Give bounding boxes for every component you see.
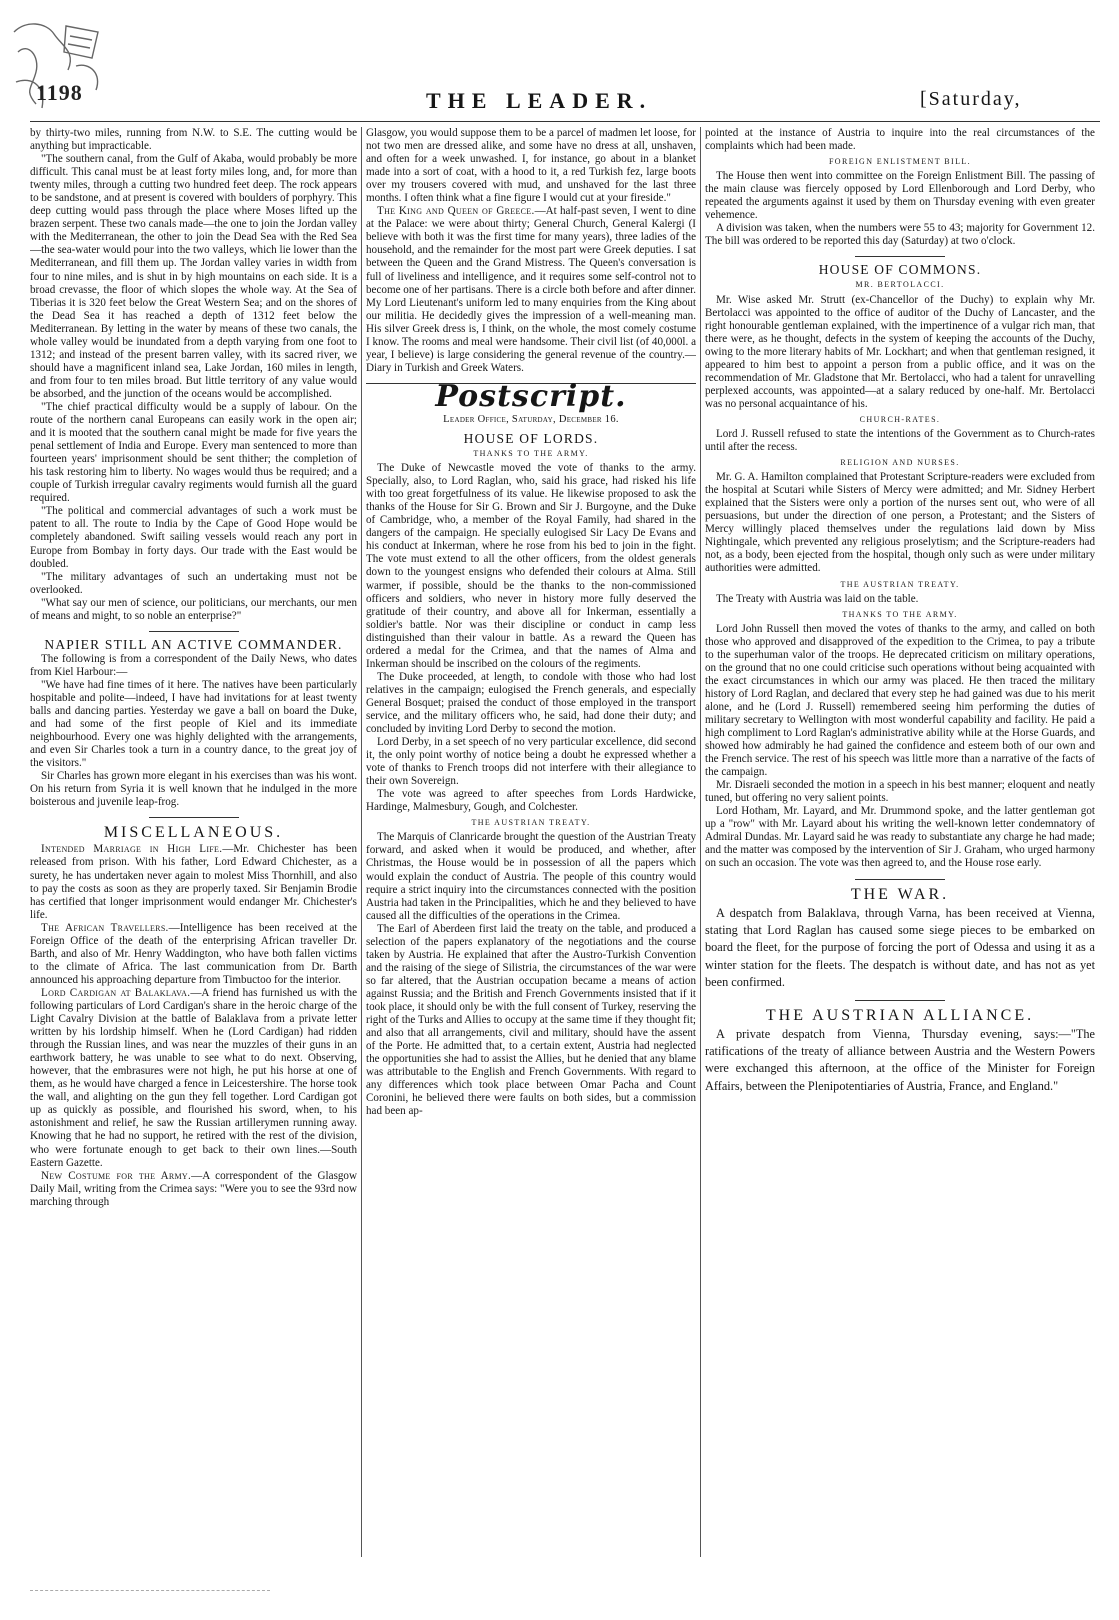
war-paragraph: A despatch from Balaklava, through Varna, has been received at Vienna, stating that Lord Raglan has caused some siege pieces to be embarked on board the fleet, for the purpose of forcing the port of Odessa and using it as a winter station for the fleets. The despatch is without date, and has not as yet been confirmed. [705, 905, 1095, 990]
column-1 [30, 127, 357, 1557]
austrian-treaty-subheading: THE AUSTRIAN TREATY. [471, 818, 591, 828]
section-divider [855, 1000, 945, 1001]
costume-paragraph: Glasgow, you would suppose them to be a parcel of madmen let loose, for not two men are dressed alike, and some have no dress at all, unshaven, and often for a week unwashed. I, for instance, go about in a blanket made into a sort of coat, with a hood to it, a red Turkish fez, large boots over my trousers covered with mud, and unshaved for the last three months. I often think what a fine figure I would cut at your fireside." [366, 127, 696, 205]
misc-item-lead: Lord Cardigan at Balaklava. [41, 986, 191, 999]
religion-subheading: RELIGION AND NURSES. [840, 458, 960, 468]
lords-paragraph: The Duke proceeded, at length, to condole with those who had lost relatives in the campaign; eulogised the French generals, and especially General Bosquet; praised the conduct of those employed in the transport service, and the military officers who, he said, had done their duty; and concluded by inviting Lord Derby to second the motion. [366, 670, 696, 736]
greece-item-lead: The King and Queen of Greece. [377, 205, 535, 218]
canal-paragraph: "The political and commercial advantages of such a work must be patent to all. The route to India by the Cape of Good Hope would be completely abandoned. Swift sailing vessels would reach any port in Europe from Bombay in forty days. Our trade with the East would be doubled. [30, 505, 357, 570]
thanks-subheading: THANKS TO THE ARMY. [473, 449, 589, 459]
commons-paragraph: Mr. Disraeli seconded the motion in a speech in his best manner; eloquent and neatly tuned, but offering no very salient points. [705, 779, 1095, 805]
page-edge-mark [30, 1590, 270, 1591]
austrian-treaty-subheading: THE AUSTRIAN TREATY. [840, 579, 960, 589]
napier-paragraph: The following is from a correspondent of the Daily News, who dates from Kiel Harbour:— [30, 652, 357, 678]
the-war-heading: THE WAR. [850, 885, 950, 903]
column-rule-2 [700, 127, 701, 1557]
commons-paragraph: Lord Hotham, Mr. Layard, and Mr. Drummond spoke, and the latter gentleman got up a "row" with Mr. Layard about his writing the well-known letter condemnatory of Admiral Dundas. Mr. Layard said he was ready to substantiate any charge he had made; and the matter was composed by the intervention of Sir J. Graham, who urged harmony on such an occasion. The vote was then agreed to, and the House rose early. [705, 805, 1095, 870]
commons-paragraph: Mr. Wise asked Mr. Strutt (ex-Chancellor of the Duchy) to explain why Mr. Bertolacci was appointed to the office of auditor of the Duchy of Lancaster, and the right honourable gentleman explained, with the impertinence of a vulgar rich man, that there were, as he thought, defects in the system of keeping the accounts of the Duchy, owing to the more literary habits of Mr. Lockhart; and when that gentleman resigned, it appeared to him best to appoint a person from a public office, and it was on the recommendation of Mr. Gladstone that Mr. Bertolacci, who had a talent for unravelling perplexed accounts, was appointed—at a salary reduced by one-half. Mr. Bertolacci was no personal acquaintance of his. [705, 293, 1095, 410]
commons-paragraph: Mr. G. A. Hamilton complained that Protestant Scripture-readers were excluded from the hospital at Scutari while Sisters of Mercy were admitted; and Mr. Sidney Herbert explained that the Sisters were only a portion of the nurses sent out, who were of all persuasions, but under the direction of one person, a Protestant; and the Sisters of Mercy willingly placed themselves under the regulations laid down by Miss Nightingale, which prevented any religious proselytism; and the Scripture-readers had not, as a body, been ejected from the hospital, though only such as were under military authorities were admitted. [705, 471, 1095, 575]
misc-item-lead: The African Travellers. [41, 921, 169, 934]
commons-paragraph: Lord J. Russell refused to state the intentions of the Government as to Church-rates until after the recess. [705, 427, 1095, 454]
foreign-paragraph: A division was taken, when the numbers were 55 to 43; majority for Government 12. The bill was ordered to be reported this day (Saturday) at two o'clock. [705, 222, 1095, 248]
alliance-paragraph: A private despatch from Vienna, Thursday evening, says:—"The ratifications of the treaty of alliance between Austria and the Western Powers were exchanged this afternoon, at the office of the Minister for Foreign Affairs, between the Plenipotentiaries of Austria, France, and England." [705, 1026, 1095, 1093]
house-of-lords-heading: HOUSE OF LORDS. [463, 430, 599, 446]
miscellaneous-heading: MISCELLANEOUS. [103, 824, 284, 842]
house-of-commons-heading: HOUSE OF COMMONS. [818, 262, 982, 278]
bertolacci-subheading: MR. BERTOLACCI. [855, 280, 945, 290]
section-divider [149, 631, 239, 632]
office-dateline: Leader Office, Saturday, December 16. [443, 413, 619, 425]
newspaper-title: THE LEADER. [426, 88, 653, 113]
canal-paragraph: "The military advantages of such an undertaking must not be overlooked. [30, 570, 357, 596]
misc-item [30, 843, 357, 921]
thanks-subheading: THANKS TO THE ARMY. [842, 609, 958, 619]
commons-paragraph: The Treaty with Austria was laid on the table. [716, 592, 919, 605]
napier-paragraph: Sir Charles has grown more elegant in his exercises than was his wont. On his return from Syria it is well known that he indulged in the more boisterous and juvenile leap-frog. [30, 770, 357, 809]
section-divider [149, 817, 239, 818]
column-rule-1 [361, 127, 362, 1557]
misc-item [30, 987, 357, 1170]
masthead-rule [30, 121, 1100, 122]
austrian-alliance-heading: THE AUSTRIAN ALLIANCE. [765, 1006, 1035, 1024]
napier-heading: NAPIER STILL AN ACTIVE COMMANDER. [44, 636, 343, 652]
lords-paragraph: The Duke of Newcastle moved the vote of thanks to the army. Specially, also, to Lord Raglan, who, said his grace, had risked his life with too great forgetfulness of its value. He likewise proposed to ask the thanks of the House for Sir G. Brown and Sir J. Burgoyne, and the Duke of Cambridge, who, a member of the Royal Family, had shared in the dangers of the campaign. He specially eulogised Sir Lacy De Evans and his conduct at Inkerman, where he rose from his bed to join in the fight. The vote must extend to all the other officers, from the oldest generals down to the youngest ensigns who defended their colours at Alma. Still warmer, if possible, should be the thanks to the non-commissioned officers and soldiers, who never in history more fully deserved the gratitude of their country, and above all for Inkerman, essentially a soldier's battle. Nor was their discipline or conduct in camp less distinguished than their valour in battle. As a reward the Queen has ordered a medal for the Crimea, and that the names of Alma and Inkerman should be inscribed on the colours of the regiments. [366, 462, 696, 670]
misc-item-body: —Mr. Chichester has been released from prison. With his father, Lord Edward Chichester, as a surety, he has undertaken never again to molest Miss Thornhill, and also to pay the costs as soon as they are properly taxed. Sir Benjamin Brodie has certified that longer imprisonment would endanger Mr. Chichester's life. [30, 843, 357, 921]
page-number: 1198 [36, 80, 83, 105]
misc-item-body: —Intelligence has been received at the Foreign Office of the death of the enterprising African traveller Dr. Barth, and also of Mr. Henry Waddington, who have both fallen victims to the climate of Africa. The last communication from Dr. Barth announced his approaching departure from Timbuctoo for the interior. [30, 921, 357, 986]
misc-item-lead: New Costume for the Army. [41, 1169, 192, 1182]
column-2 [366, 127, 696, 1557]
treaty-paragraph: The Marquis of Clanricarde brought the question of the Austrian Treaty forward, and asked when it would be produced, and whether, after Christmas, the House would be in possession of all the papers which would explain the conduct of Austria. The people of this country would require a strict inquiry into the circumstances connected with the position Austria had taken in the Principalities, which he and they believed to have caused all the difficulties of the operations in the Crimea. [366, 831, 696, 922]
misc-item-lead: Intended Marriage in High Life. [41, 843, 223, 856]
canal-paragraph: "The chief practical difficulty would be a supply of labour. On the route of the northern canal Europeans can easily work in the open air; and it is mooted that the southern canal might be made for five years the penal settlement of India and Europe. Every man sentenced to more than fourteen years' imprisonment should be sent thither; the completion of his task restoring him to liberty. No wages would thus be required; and a couple of Turkish irregular cavalry regiments would furnish all the guard required. [30, 400, 357, 505]
greece-item-body: —At half-past seven, I went to dine at the Palace: we were about thirty; General Church, General Kalergi (I believe with both it was the first time for many years), three ladies of the household, and the remainder for the most part were Greek deputies. I sat between the Queen and the Grand Mistress. The Queen's conversation is full of liveliness and intelligence, and it requires some self-control not to become one of her partisans. There is a circle both before and after dinner. My Lord Lieutenant's uniform led to many enquiries from the King about our militia. He decidedly gives the impression of a well-meaning man. His silver Greek dress is, I think, on the whole, the most comely costume I know. The rooms and meal were handsome. Their civil list (of 40,000l. a year, I believe) is large considering the general revenue of the country.—Diary in Turkish and Greek Waters. [366, 205, 696, 374]
misc-item-body: —A friend has furnished us with the following particulars of Lord Cardigan's share in the heroic charge of the Light Cavalry Division at the battle of Balaklava from a private letter written by his lordship himself. When he (Lord Cardigan) had ridden through the Russian lines, and was near the muzzles of their guns in an earthwork battery, he was unable to see what to do next. Observing, however, that the embrasures were not high, he put his horse at one of them, as he would have charged a fence in Leicestershire. The horse took the wall, and alighting on the gun they fell together. Lord Cardigan got up as quickly as possible, and flourished his sword, when, to his astonishment and relief, he saw the Russian artillerymen running away. Knowing that he had no support, he retired with the rest of the division, who were fortunate enough to get back to their own lines.—South Eastern Gazette. [30, 986, 357, 1169]
church-rates-subheading: CHURCH-RATES. [859, 414, 941, 424]
column-3 [705, 127, 1095, 1557]
section-divider [855, 256, 945, 257]
treaty-continuation: pointed at the instance of Austria to inquire into the real circumstances of the complaints which had been made. [705, 127, 1095, 153]
masthead-day: [Saturday, [920, 88, 1022, 110]
section-divider [855, 879, 945, 880]
treaty-paragraph: The Earl of Aberdeen first laid the treaty on the table, and produced a selection of the papers explanatory of the negotiations and the course taken by Austria. He explained that after the Austro-Turkish Convention and the raising of the siege of Silistria, the circumstances of the war were so far altered, that the Austrian occupation became a means of action against Russia; and the British and French Governments insisted that if it took place, it should only be with the full consent of Turkey, reserving the right of the Turks and Allies to occupy at the same time if they thought fit; and also that all arrangements, civil and military, should have the assent of the Porte. He admitted that, to a certain extent, Austria had neglected the opportunities she had to assist the Allies, but he denied that any blame was attributable to the English and French Governments. With regard to any differences which took place between Omar Pacha and Count Coronini, he believed there were faults on both sides, but a commission had been ap- [366, 922, 696, 1118]
foreign-paragraph: The House then went into committee on the Foreign Enlistment Bill. The passing of the main clause was fiercely opposed by Lord Ellenborough and Lord Derby, who repeated the arguments against it used by them on Thursday evening with even greater vehemence. [705, 170, 1095, 222]
commons-paragraph: Lord John Russell then moved the votes of thanks to the army, and called on both those who approved and disapproved of the expedition to the Crimea, to pay a tribute to the superhuman valor of the troops. He deprecated criticism on military operations, on the ground that no one could criticise such operations without being acquainted with the exact circumstances in which our army was placed. He then traced the military history of Lord Raglan, and declared that every step he had gained was due to his merit alone, and he (Lord J. Russell) remembered seeing him performing the duties of military secretary to Wellington with most wonderful capability and facility. He paid a high compliment to Lord Raglan's administrative ability while at the Horse Guards, and showed how admirably he had gained the confidence and esteem both of our own and the French service. The rest of his speech was little more than a narrative of the facts of the campaign. [705, 622, 1095, 779]
misc-item [30, 922, 357, 987]
canal-paragraph: by thirty-two miles, running from N.W. to S.E. The cutting would be anything but impracticable. [30, 127, 357, 153]
lords-paragraph: Lord Derby, in a set speech of no very particular excellence, did second it, the only point worthy of notice being a doubt he expressed whether a vote of thanks to French troops did not interfere with their allegiance to their own Sovereign. [366, 736, 696, 788]
misc-item [30, 1170, 357, 1209]
foreign-enlistment-subheading: FOREIGN ENLISTMENT BILL. [828, 157, 972, 167]
canal-paragraph: "The southern canal, from the Gulf of Akaba, would probably be more difficult. This canal must be at least forty miles long, and, for more than twenty miles, through a cutting two hundred feet deep. The rock appears to be sandstone, and at present is covered with boulders of porphyry. This deep cutting would pass through the place where Moses lifted up the brazen serpent. These two canals made—the one to join the Jordan valley with the Mediterranean, the other to join the Dead Sea with the Red Sea—the sea-water would pour into the two valleys, which lie lower than the Mediterranean, and fill them up. The Jordan valley varies in width from four to nine miles, and is shut in by high mountains on each side. It is a broad crevasse, the floor of which slopes the whole way. At the Sea of Tiberias it is 320 feet below the Great Western Sea; and on the shores of the Dead Sea it has reached a depth of 1312 feet below the Mediterranean. By letting in the water by means of these two canals, the whole valley would be inundated from a depth varying from one foot to 1312; and instead of the present barren valley, with its sacred river, we should have a magnificent inland sea, Lake Jordan, 160 miles in length, and from four to ten miles broad. But little territory of any value would be absorbed, and the junction of the oceans would be accomplished. [30, 153, 357, 400]
canal-paragraph: "What say our men of science, our politicians, our merchants, our men of means and might, to so noble an enterprise?" [30, 596, 357, 622]
misc-item-body: —A correspondent of the Glasgow Daily Mail, writing from the Crimea says: "Were you to see the 93rd now marching through [30, 1169, 357, 1208]
postscript-heading: Postscript. [435, 378, 627, 414]
greece-item [366, 205, 696, 375]
lords-paragraph: The vote was agreed to after speeches from Lords Hardwicke, Hardinge, Malmesbury, Gough, and Colchester. [366, 788, 696, 814]
napier-paragraph: "We have had fine times of it here. The natives have been particularly hospitable and polite—indeed, I have had invitations for at least twenty balls and dancing parties. Yesterday we gave a ball on board the Duke, and had some of the first people of Kiel and its immediate neighbourhood. Every one was highly delighted with the arrangements, and even Sir Charles took a turn in a country dance, to the great joy of the visitors." [30, 678, 357, 770]
